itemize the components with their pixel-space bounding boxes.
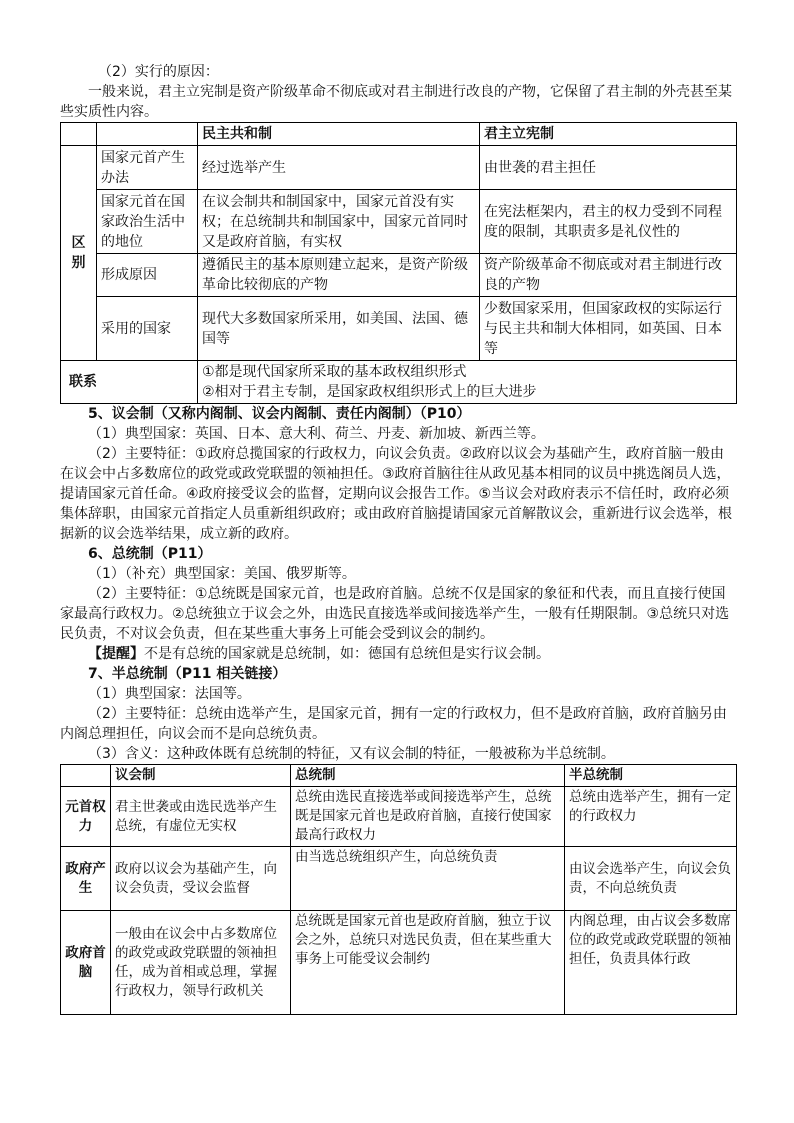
cell-presidential: 总统由选民直接选举或间接选举产生，总统既是国家元首也是政府首脑，直接行使国家最高行政权力 [291, 787, 565, 847]
table2-header-row [61, 765, 737, 787]
link-line: ①都是现代国家所采取的基本政权组织形式 [202, 364, 467, 380]
table-row [61, 254, 737, 297]
reason-text: 一般来说，君主立宪制是资产阶级革命不彻底或对君主制进行改良的产物，它保留了君主制的外壳甚至某些实质性内容。 [60, 84, 732, 120]
table2-header-semi: 半总统制 [565, 765, 737, 787]
cell-republic: 在议会制共和制国家中，国家元首没有实权；在总统制共和制国家中，国家元首同时又是政府首脑，有实权 [198, 190, 480, 254]
table-row [61, 787, 737, 847]
row-label: 政府首脑 [61, 911, 111, 1015]
row-label: 形成原因 [97, 254, 198, 297]
section-7-p3: （3）含义：这种政体既有总统制的特征，又有议会制的特征，一般被称为半总统制。 [88, 746, 615, 762]
link-label: 联系 [61, 361, 198, 404]
link-cell [198, 361, 737, 404]
cell-monarchy: 由世袭的君主担任 [480, 146, 737, 190]
table-row [61, 190, 737, 254]
cell-monarchy: 资产阶级革命不彻底或对君主制进行改良的产物 [480, 254, 737, 297]
comparison-table-1 [60, 122, 737, 404]
row-label: 国家元首产生办法 [97, 146, 198, 190]
cell-semi: 总统由选举产生，拥有一定的行政权力 [565, 787, 737, 847]
section-6-tip [60, 644, 736, 664]
cell-presidential: 总统既是国家元首也是政府首脑，独立于议会之外，总统只对选民负责，但在某些重大事务上可能受议会制约 [291, 911, 565, 1015]
section-6-p2: （2）主要特征：①总统既是国家元首，也是政府首脑。总统不仅是国家的象征和代表，而且直接行使国家最高行政权力。②总统独立于议会之外，由选民直接选举或间接选举产生，一般有任期限制。③总统只对选民负责，不对议会负责，但在某些重大事务上可能会受到议会的制约。 [60, 586, 730, 642]
table2-header-empty [61, 765, 111, 787]
table1-header-monarchy: 君主立宪制 [480, 123, 737, 146]
table2-header-parliamentary: 议会制 [111, 765, 291, 787]
section-7-title: 7、半总统制（P11 相关链接） [88, 666, 287, 682]
section-7-p2: （2）主要特征：总统由选举产生，是国家元首，拥有一定的行政权力，但不是政府首脑，政府首脑另由内阁总理担任，向议会而不是向总统负责。 [60, 706, 727, 742]
cell-monarchy: 在宪法框架内，君主的权力受到不同程度的限制，其职责多是礼仪性的 [480, 190, 737, 254]
table1-header-empty-2 [97, 123, 198, 146]
table1-header-republic: 民主共和制 [198, 123, 480, 146]
section-5-title: 5、议会制（又称内阁制、议会内阁制、责任内阁制）（P10） [88, 406, 471, 422]
document-page [60, 62, 736, 1015]
reason-heading: （2）实行的原因： [98, 64, 219, 80]
tip-label: 【提醒】 [88, 646, 144, 662]
cell-semi: 由议会选举产生，向议会负责，不向总统负责 [565, 847, 737, 911]
row-label: 国家元首在国家政治生活中的地位 [97, 190, 198, 254]
comparison-table-2 [60, 764, 737, 1015]
cell-parliamentary: 君主世袭或由选民选举产生总统，有虚位无实权 [111, 787, 291, 847]
cell-parliamentary: 一般由在议会中占多数席位的政党或政党联盟的领袖担任，成为首相或总理，掌握行政权力，领导行政机关 [111, 911, 291, 1015]
row-label: 采用的国家 [97, 297, 198, 361]
row-label: 元首权力 [61, 787, 111, 847]
cell-republic: 经过选举产生 [198, 146, 480, 190]
cell-republic: 现代大多数国家所采用，如美国、法国、德国等 [198, 297, 480, 361]
cell-parliamentary: 政府以议会为基础产生，向议会负责，受议会监督 [111, 847, 291, 911]
table1-group-label: 区 别 [61, 146, 97, 361]
cell-semi: 内阁总理，由占议会多数席位的政党或政党联盟的领袖担任，负责具体行政 [565, 911, 737, 1015]
section-5-p2: （2）主要特征：①政府总揽国家的行政权力，向议会负责。②政府以议会为基础产生，政府首脑一般由在议会中占多数席位的政党或政党联盟的领袖担任。③政府首脑往往从政见基本相同的议员中挑选阁员人选，提请国家元首任命。④政府接受议会的监督，定期向议会报告工作。⑤当议会对政府表示不信任时，政府必须集体辞职，由国家元首指定人员重新组织政府；或由政府首脑提请国家元首解散议会，重新进行议会选举，根据新的议会选举结果，成立新的政府。 [60, 446, 732, 542]
cell-monarchy: 少数国家采用，但国家政权的实际运行与民主共和制大体相同，如英国、日本等 [480, 297, 737, 361]
tip-text: 不是有总统的国家就是总统制，如：德国有总统但是实行议会制。 [144, 646, 550, 662]
table-row [61, 847, 737, 911]
row-label: 政府产生 [61, 847, 111, 911]
table-row [61, 911, 737, 1015]
cell-republic: 遵循民主的基本原则建立起来，是资产阶级革命比较彻底的产物 [198, 254, 480, 297]
table1-header-row [61, 123, 737, 146]
section-5-p1: （1）典型国家：英国、日本、意大利、荷兰、丹麦、新加坡、新西兰等。 [88, 426, 545, 442]
table-row [61, 146, 737, 190]
section-6-p1: （1）（补充）典型国家：美国、俄罗斯等。 [88, 566, 356, 582]
cell-presidential: 由当选总统组织产生，向总统负责 [291, 847, 565, 911]
link-line: ②相对于君主专制，是国家政权组织形式上的巨大进步 [202, 384, 537, 400]
table2-header-presidential: 总统制 [291, 765, 565, 787]
section-7-p1: （1）典型国家：法国等。 [88, 686, 251, 702]
table1-header-empty-1 [61, 123, 97, 146]
section-6-title: 6、总统制（P11） [88, 546, 212, 562]
table-row [61, 361, 737, 404]
table-row [61, 297, 737, 361]
